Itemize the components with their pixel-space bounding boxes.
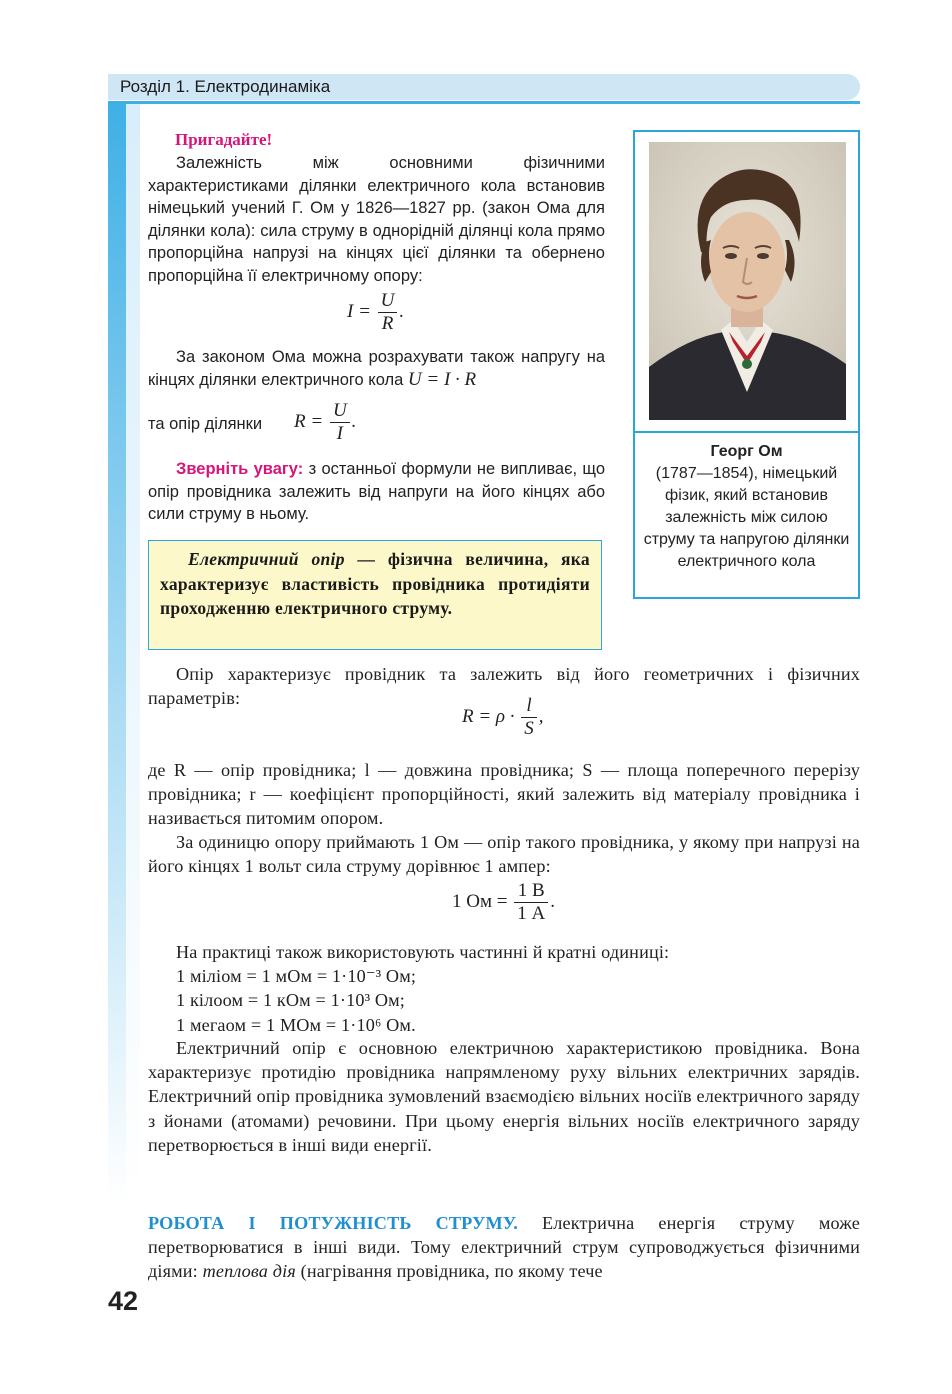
portrait-name: Георг Ом — [710, 443, 783, 460]
formula-tail: . — [399, 300, 405, 322]
formula-lhs: 1 Ом = — [452, 890, 508, 912]
definition-body: — фізична величина, яка характеризує властивість провідника протидіяти проходженню електричного струму. — [160, 549, 590, 618]
formula-denominator: I — [336, 423, 343, 444]
recall-paragraph: Залежність між основними фізичними характеристиками ділянки електричного кола встановив німецький учений Г. Ом у 1826—1827 рр. (закон Ома для ділянки кола): сила струму в однорідній ділянці кола прямо пропорційна напрузі на кінцях цієї ділянки та обернено пропорційна її електричному опору: — [148, 154, 605, 285]
portrait-illustration — [649, 142, 846, 420]
formula-lhs: I = — [347, 300, 371, 322]
portrait-caption-text: (1787—1854), німецький фізик, який встановив залежність між силою струму та напругою ділянки електричного кола — [643, 465, 850, 570]
chapter-header — [108, 74, 860, 100]
body-paragraph-2: де R — опір провідника; l — довжина провідника; S — площа поперечного перерізу провідника; r — коефіцієнт пропорційності, який залежить від матеріалу провідника і називається питомим опором. — [148, 760, 860, 829]
resistivity-formula — [462, 695, 544, 740]
formula-denominator: 1 А — [517, 903, 546, 924]
attention-paragraph — [148, 458, 605, 526]
formula-fraction — [514, 880, 548, 925]
section-text-tail: (нагрівання провідника, по якому тече — [300, 1261, 603, 1282]
portrait-divider — [635, 431, 858, 433]
definition-text — [160, 547, 590, 621]
section-text: Електрична енергія струму може перетворюватися в інші види. Тому електричний струм супроводжується фізичними діями: — [148, 1213, 860, 1282]
formula-lhs: R = — [294, 410, 324, 432]
recall-title: Пригадайте! — [175, 130, 273, 149]
formula-tail: . — [550, 890, 555, 912]
formula-numerator: 1 В — [514, 880, 548, 903]
portrait-caption — [639, 441, 854, 573]
portrait-card — [633, 130, 860, 599]
formula-fraction — [521, 695, 537, 740]
formula-fraction — [330, 400, 350, 445]
formula-numerator: l — [521, 695, 537, 718]
body-paragraph-5: Електричний опір є основною електричною характеристикою провідника. Вона характеризує протидію провідника напрямленому руху вільних електричних зарядів. Електричний опір провідника зумовлений взаємодією вільних носіїв електричного заряду з йонами (атомами) речовини. При цьому енергія вільних носіїв електричного заряду перетворюється в інші види енергії. — [148, 1038, 860, 1155]
resistance-formula — [294, 400, 356, 445]
ohm-law-formula — [347, 290, 404, 335]
voltage-formula: U = I · R — [407, 368, 477, 390]
section-title: РОБОТА І ПОТУЖНІСТЬ СТРУМУ. — [148, 1213, 518, 1233]
body-paragraph-4 — [148, 940, 860, 1037]
margin-bar — [108, 104, 126, 1204]
definition-term: Електричний опір — [188, 549, 345, 569]
definition-box — [148, 540, 602, 650]
formula-denominator: R — [381, 313, 394, 334]
unit-line: 1 кілоом = 1 кОм = 1·10³ Ом; — [176, 990, 406, 1011]
page-number: 42 — [108, 1286, 139, 1316]
unit-line: 1 мегаом = 1 МОм = 1·10⁶ Ом. — [176, 1014, 416, 1035]
formula-numerator: U — [378, 290, 398, 313]
header-rule — [108, 101, 860, 104]
unit-line: 1 міліом = 1 мОм = 1·10⁻³ Ом; — [176, 966, 417, 987]
formula-tail: . — [351, 410, 357, 432]
body-paragraph-3: За одиницю опору приймають 1 Ом — опір такого провідника, у якому при напрузі на його кінцях 1 вольт сила струму дорівнює 1 ампер: — [148, 832, 860, 877]
body-paragraph-1: Опір характеризує провідник та залежить від його геометричних і фізичних параметрів: — [148, 664, 860, 709]
margin-bar-shade — [126, 104, 140, 1204]
body-paragraph-6 — [148, 1211, 860, 1284]
formula-tail: , — [538, 705, 544, 727]
chapter-title: Розділ 1. Електродинаміка — [120, 77, 331, 96]
resistance-paragraph — [148, 413, 262, 436]
resistance-text: та опір ділянки — [148, 415, 263, 433]
attention-label: Зверніть увагу: — [176, 460, 304, 478]
voltage-paragraph — [148, 346, 605, 391]
formula-denominator: S — [524, 718, 534, 739]
formula-fraction — [378, 290, 398, 335]
voltage-text: За законом Ома можна розрахувати також напругу на кінцях ділянки електричного кола — [148, 348, 605, 389]
ohm-unit-formula — [452, 880, 555, 925]
formula-numerator: U — [330, 400, 350, 423]
formula-lhs: R = ρ · — [462, 705, 515, 727]
section-italic: теплова дія — [202, 1261, 296, 1282]
portrait-image — [649, 142, 846, 420]
units-intro: На практиці також використовують частинні й кратні одиниці: — [176, 942, 670, 962]
attention-text: з останньої формули не випливає, що опір провідника залежить від напруги на його кінцях або сили струму в ньому. — [148, 460, 605, 524]
